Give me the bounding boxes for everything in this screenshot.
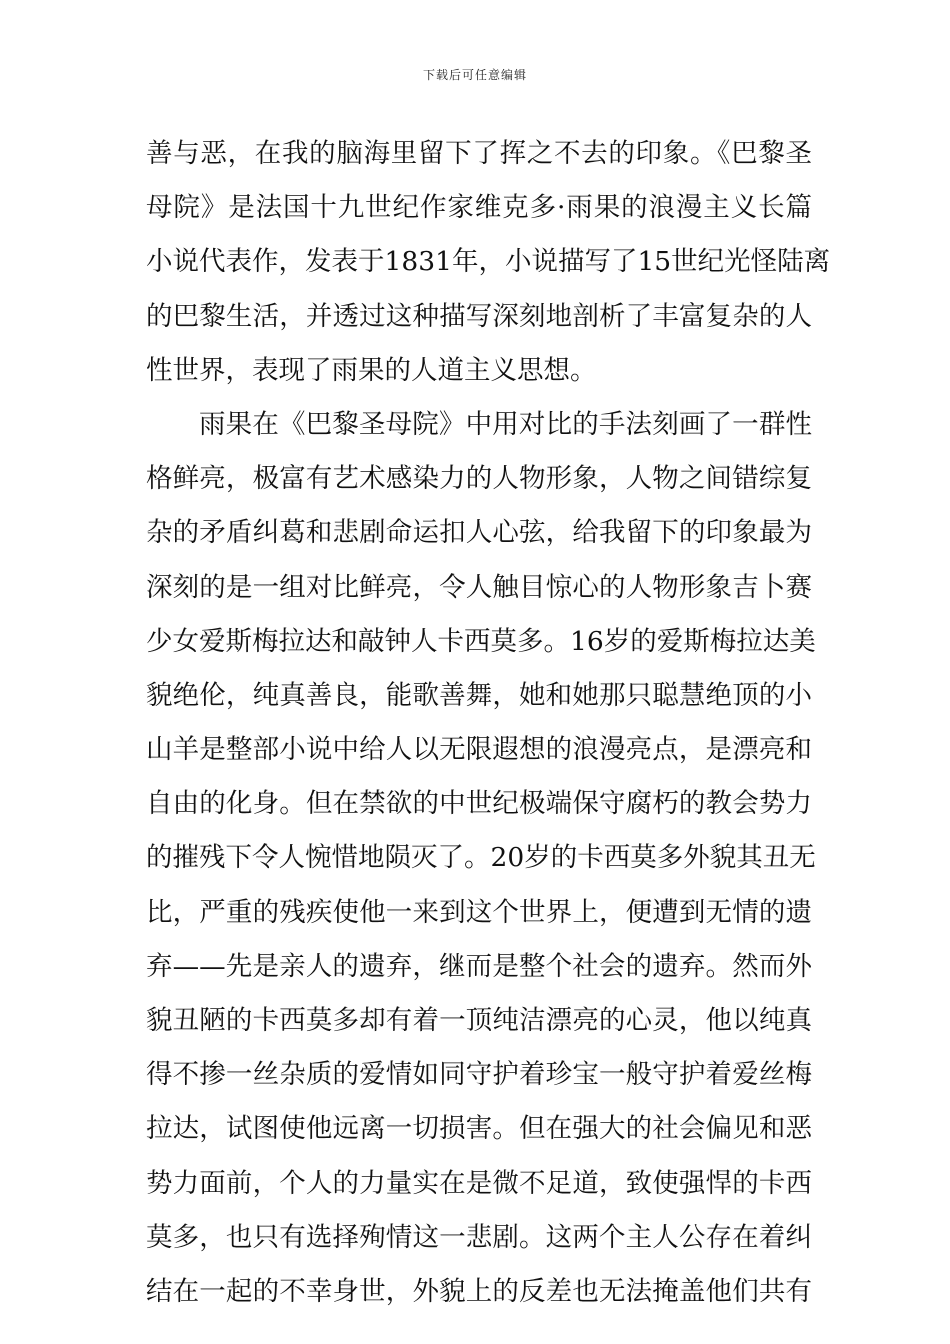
text-line: 弃——先是亲人的遗弃，继而是整个社会的遗弃。然而外 [146,950,812,982]
text-line: 结在一起的不幸身世，外貌上的反差也无法掩盖他们共有 [146,1275,812,1307]
text-line: 深刻的是一组对比鲜亮，令人触目惊心的人物形象吉卜赛 [146,571,812,603]
text-line: 拉达，试图使他远离一切损害。但在强大的社会偏见和恶 [146,1113,812,1145]
text-line: 格鲜亮，极富有艺术感染力的人物形象，人物之间错综复 [146,463,812,495]
text-line: 少女爱斯梅拉达和敲钟人卡西莫多。16岁的爱斯梅拉达美 [146,625,816,657]
text-line: 雨果在《巴黎圣母院》中用对比的手法刻画了一群性 [199,408,812,440]
text-line: 势力面前，个人的力量实在是微不足道，致使强悍的卡西 [146,1167,812,1199]
text-line: 山羊是整部小说中给人以无限遐想的浪漫亮点，是漂亮和 [146,734,812,766]
text-line: 的摧残下令人惋惜地陨灭了。20岁的卡西莫多外貌其丑无 [146,842,816,874]
body-text [146,127,831,1319]
text-line: 杂的矛盾纠葛和悲剧命运扣人心弦，给我留下的印象最为 [146,517,812,549]
text-line: 性世界，表现了雨果的人道主义思想。 [146,354,597,386]
text-line: 貌丑陋的卡西莫多却有着一顶纯洁漂亮的心灵，他以纯真 [146,1005,812,1036]
text-line: 小说代表作，发表于1831年，小说描写了15世纪光怪陆离 [146,246,831,278]
text-line: 自由的化身。但在禁欲的中世纪极端保守腐朽的教会势力 [146,788,812,820]
header-note: 下载后可任意编辑 [422,68,527,82]
text-line: 貌绝伦，纯真善良，能歌善舞，她和她那只聪慧绝顶的小 [146,679,812,711]
text-line: 的巴黎生活，并透过这种描写深刻地剖析了丰富复杂的人 [146,300,812,332]
text-line: 得不掺一丝杂质的爱情如同守护着珍宝一般守护着爱丝梅 [146,1059,812,1091]
text-line: 莫多，也只有选择殉情这一悲剧。这两个主人公存在着纠 [146,1221,812,1253]
text-line: 善与恶，在我的脑海里留下了挥之不去的印象。《巴黎圣 [146,138,812,169]
text-line: 母院》是法国十九世纪作家维克多·雨果的浪漫主义长篇 [146,192,812,224]
text-line: 比，严重的残疾使他一来到这个世界上，便遭到无情的遗 [146,896,812,928]
